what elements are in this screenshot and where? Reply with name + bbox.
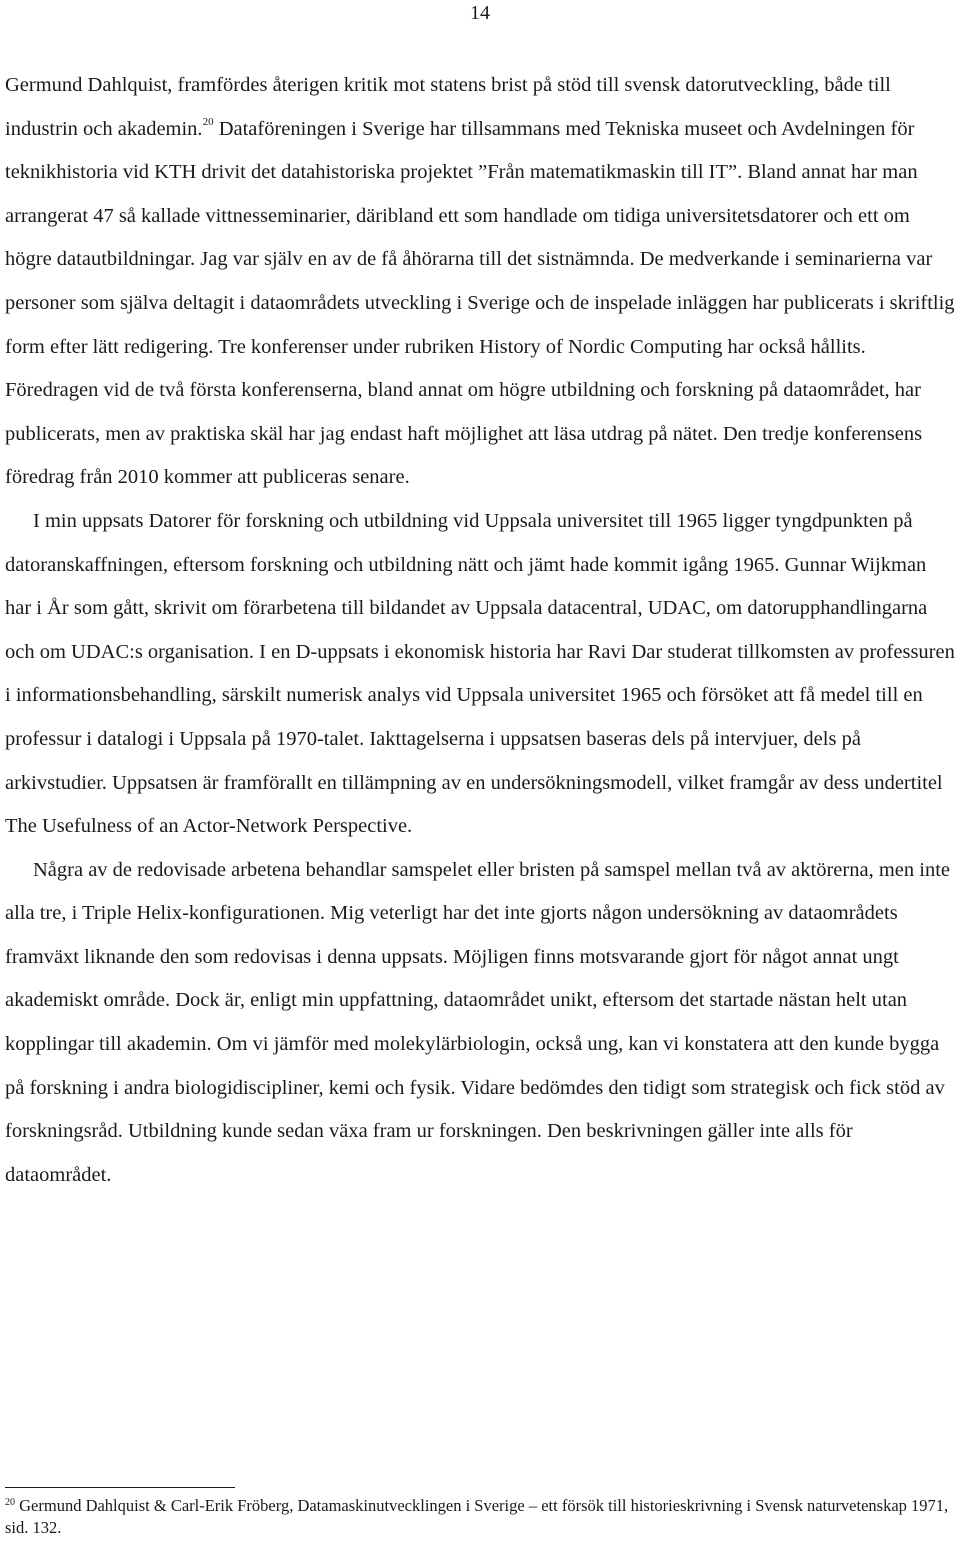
paragraph-2: I min uppsats Datorer för forskning och utbildning vid Uppsala universitet till 1965 ligger tyngdpunkten på datoranskaffningen, eftersom forskning och utbildning nätt och jämt hade kommit igång 1965. Gunnar Wijkman har i År som gått, skrivit om förarbetena till bildandet av Uppsala datacentral, UDAC, om datorupphandlingarna och om UDAC:s organisation. I en D-uppsats i ekonomisk historia har Ravi Dar studerat tillkomsten av professuren i informationsbehandling, särskilt numerisk analys vid Uppsala universitet 1965 och försöket att få medel till en professur i datalogi i Uppsala på 1970-talet. Iakttagelserna i uppsatsen baseras dels på intervjuer, dels på arkivstudier. Uppsatsen är framförallt en tillämpning av en undersökningsmodell, vilket framgår av dess undertitel The Usefulness of an Actor-Network Perspective. — [5, 509, 955, 838]
footnote-text: Germund Dahlquist & Carl-Erik Fröberg, Datamaskinutvecklingen i Sverige – ett försök till historieskrivning i Svensk naturvetenskap 1971, sid. 132. — [5, 1496, 949, 1537]
footnote — [5, 1495, 960, 1539]
footnote-number: 20 — [5, 1497, 15, 1508]
page-number: 14 — [470, 2, 490, 24]
paragraph-1-text: Germund Dahlquist, framfördes återigen kritik mot statens brist på stöd till svensk datorutveckling, både till industrin och akademin. — [5, 74, 891, 140]
paragraph-1 — [5, 64, 955, 500]
body-text — [5, 64, 955, 1197]
footnote-divider — [5, 1487, 235, 1488]
footnote-reference: 20 — [202, 115, 214, 128]
paragraph-3: Några av de redovisade arbetena behandlar samspelet eller bristen på samspel mellan två av aktörerna, men inte alla tre, i Triple Helix-konfigurationen. Mig veterligt har det inte gjorts någon undersökning av dataområdets framväxt liknande den som redovisas i denna uppsats. Möjligen finns motsvarande gjort för något annat ungt akademiskt område. Dock är, enligt min uppfattning, dataområdet unikt, eftersom det startade nästan helt utan kopplingar till akademin. Om vi jämför med molekylärbiologin, också ung, kan vi konstatera att den kunde bygga på forskning i andra biologidiscipliner, kemi och fysik. Vidare bedömdes den tidigt som strategisk och fick stöd av forskningsråd. Utbildning kunde sedan växa fram ur forskningen. Den beskrivningen gäller inte alls för dataområdet. — [5, 858, 950, 1186]
paragraph-1-continuation: Dataföreningen i Sverige har tillsammans med Tekniska museet och Avdelningen för teknikhistoria vid KTH drivit det datahistoriska projektet ”Från matematikmaskin till IT”. Bland annat har man arrangerat 47 så kallade vittnesseminarier, däribland ett som handlade om tidiga universitetsdatorer och ett om högre datautbildningar. Jag var själv en av de få åhörarna till det sistnämnda. De medverkande i seminarierna var personer som själva deltagit i dataområdets utveckling i Sverige och de inspelade inläggen har publicerats i skriftlig form efter lätt redigering. Tre konferenser under rubriken History of Nordic Computing har också hållits. Föredragen vid de två första konferenserna, bland annat om högre utbildning och forskning på dataområdet, har publicerats, men av praktiska skäl har jag endast haft möjlighet att läsa utdrag på nätet. Den tredje konferensens föredrag från 2010 kommer att publiceras senare. — [5, 117, 955, 489]
